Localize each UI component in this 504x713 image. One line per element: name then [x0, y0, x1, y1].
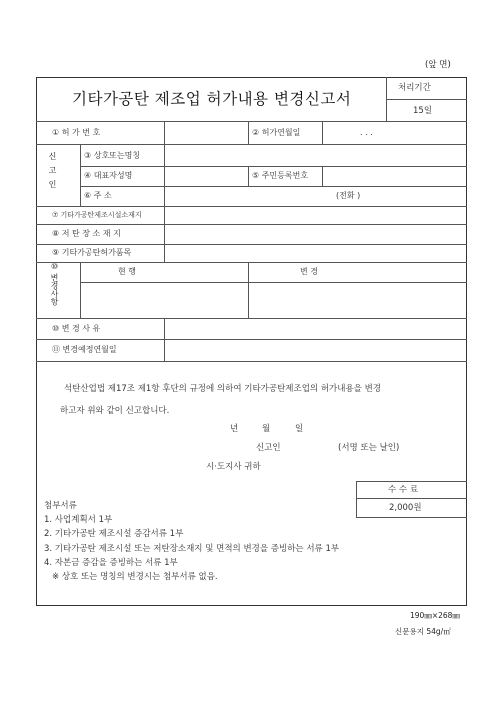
current-column-header: 현 행 [118, 267, 136, 276]
signature-note: (서명 또는 날인) [338, 443, 400, 453]
row-line-8 [36, 262, 467, 263]
row-line-10 [36, 318, 467, 319]
form-title: 기타가공탄 제조업 허가내용 변경신고서 [72, 90, 352, 108]
attachment-item-1: 1. 사업계획서 1부 [44, 515, 113, 525]
page-side-label: (앞 면) [425, 60, 451, 70]
storage-location-label: ⑧ 저 탄 장 소 재 지 [52, 229, 121, 238]
change-date-label: ⑪ 변경예정연월일 [52, 345, 117, 354]
permit-date-label: ② 허가연월일 [252, 128, 301, 137]
date-year-label: 년 [230, 424, 239, 434]
row-line-9 [80, 282, 467, 283]
applicant-group-label: 신고인 [48, 152, 57, 194]
product-items-label: ⑨ 기타가공탄허가품목 [52, 248, 132, 257]
fee-label: 수 수 료 [388, 485, 419, 495]
label-column-line-3 [164, 318, 165, 361]
fee-left-line [356, 481, 357, 517]
paper-type-label: 신문용지 54g/㎡ [395, 627, 451, 636]
processing-divider [386, 99, 467, 100]
attachments-heading: 첨부서류 [44, 501, 77, 511]
fee-top-line [356, 481, 467, 482]
declaration-line-2: 하고자 위와 같이 신고합니다. [60, 406, 170, 416]
fee-mid-line [356, 498, 467, 499]
company-name-label: ③ 상호또는명칭 [84, 151, 141, 160]
addressee-label: 시·도지사 귀하 [206, 462, 261, 472]
paper-size-label: 190㎜×268㎜ [410, 611, 460, 620]
mid-column-line-c [248, 166, 249, 186]
mid-column-line-b [322, 121, 323, 144]
group-column-line [80, 144, 81, 206]
processing-value: 15일 [413, 106, 433, 116]
phone-label: (전화 ) [336, 191, 361, 200]
change-items-group-label: ⑩ 변경사항 [50, 262, 59, 306]
row-line-12 [36, 361, 467, 362]
change-reason-label: ⑩ 변 경 사 유 [52, 324, 101, 333]
fee-bottom-line [356, 517, 467, 518]
row-line-3 [80, 166, 467, 167]
attachment-note: ※ 상호 또는 명칭의 변경시는 첨부서류 없음. [52, 572, 218, 582]
row-line-7 [36, 244, 467, 245]
resident-number-label: ⑤ 주민등록번호 [252, 171, 309, 180]
mid-column-line-d [322, 166, 323, 186]
change-column-line [248, 262, 249, 318]
attachment-item-4: 4. 자본금 증감을 증빙하는 서류 1부 [44, 558, 178, 568]
changed-column-header: 변 경 [300, 267, 318, 276]
date-day-label: 일 [295, 424, 304, 434]
group-column-line-2 [80, 262, 81, 318]
row-line-4 [80, 186, 467, 187]
row-line-6 [36, 224, 467, 225]
declaration-line-1: 석탄산업법 제17조 제1항 후단의 규정에 의하여 기타가공탄제조업의 허가내용을 변경 [64, 384, 382, 394]
attachment-item-3: 3. 기타가공탄 제조시설 또는 저탄장소재지 및 면적의 변경을 증빙하는 서류 1부 [44, 544, 340, 554]
row-line-2 [36, 144, 467, 145]
facility-location-label: ⑦ 기타가공탄제조시설소재지 [52, 211, 142, 219]
mid-column-line-a [248, 121, 249, 144]
row-line-5 [36, 206, 467, 207]
permit-number-label: ① 허 가 번 호 [52, 128, 101, 137]
fee-value: 2,000원 [389, 503, 422, 513]
signer-label: 신고인 [256, 443, 281, 453]
label-column-line [164, 121, 165, 206]
processing-label: 처리기간 [398, 83, 431, 93]
attachment-item-2: 2. 기타가공탄 제조시설 증감서류 1부 [44, 529, 184, 539]
permit-date-value: . . . [360, 128, 373, 137]
row-line-1 [36, 121, 467, 122]
address-label: ⑥ 주 소 [84, 191, 112, 200]
label-column-line-2 [164, 206, 165, 262]
row-line-11 [36, 339, 467, 340]
representative-label: ④ 대표자성명 [84, 171, 133, 180]
date-month-label: 월 [262, 424, 271, 434]
